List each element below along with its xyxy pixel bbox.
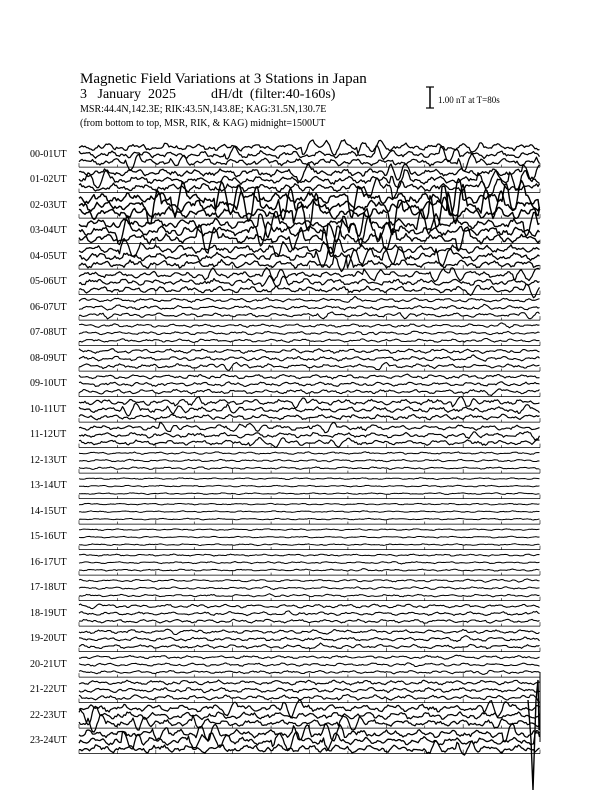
order-note: (from bottom to top, MSR, RIK, & KAG) midnight=1500UT (80, 118, 326, 129)
stations-label: MSR:44.4N,142.3E; RIK:43.5N,143.8E; KAG:31.5N,130.7E (80, 104, 327, 115)
hour-label: 19-20UT (30, 633, 67, 645)
hour-label: 16-17UT (30, 556, 67, 568)
trace-kag (79, 323, 540, 328)
trace-kag (79, 680, 540, 685)
trace-rik (79, 663, 540, 667)
trace-msr (79, 643, 540, 649)
scale-label: 1.00 nT at T=80s (438, 95, 500, 105)
trace-kag (79, 529, 540, 531)
hour-label: 15-16UT (30, 531, 67, 543)
trace-msr (79, 493, 540, 495)
trace-kag (79, 478, 540, 480)
chart-title: Magnetic Field Variations at 3 Stations in Japan (80, 71, 367, 87)
trace-rik (79, 355, 540, 361)
hour-label: 22-23UT (30, 709, 67, 721)
hour-label: 18-19UT (30, 607, 67, 619)
trace-kag (79, 397, 540, 408)
hour-label: 20-21UT (30, 658, 67, 670)
trace-rik (79, 485, 540, 487)
trace-rik (79, 304, 540, 310)
trace-rik (79, 536, 540, 538)
trace-kag (79, 629, 540, 634)
trace-rik (79, 688, 540, 693)
trace-kag (79, 268, 540, 282)
hour-label: 08-09UT (30, 352, 67, 364)
hour-label: 01-02UT (30, 174, 67, 186)
trace-msr (79, 569, 540, 572)
hour-label: 14-15UT (30, 505, 67, 517)
trace-rik (79, 382, 540, 387)
hour-label: 06-07UT (30, 301, 67, 313)
hour-label: 05-06UT (30, 276, 67, 288)
trace-rik (79, 636, 540, 642)
quantity-label: dH/dt (filter:40-160s) (211, 87, 336, 102)
trace-kag (79, 296, 540, 302)
trace-kag (79, 655, 540, 659)
trace-rik (79, 276, 540, 287)
trace-kag (79, 374, 540, 379)
trace-rik (79, 331, 540, 335)
hour-label: 03-04UT (30, 225, 67, 237)
hour-label: 13-14UT (30, 480, 67, 492)
hour-label: 11-12UT (30, 429, 67, 441)
hour-label: 21-22UT (30, 684, 67, 696)
hour-label: 17-18UT (30, 582, 67, 594)
trace-msr (79, 594, 540, 597)
trace-msr (79, 467, 540, 470)
trace-msr (79, 544, 540, 546)
hour-label: 09-10UT (30, 378, 67, 390)
trace-rik (79, 611, 540, 616)
hour-label: 23-24UT (30, 735, 67, 747)
trace-kag (79, 579, 540, 582)
trace-kag (79, 503, 540, 505)
trace-rik (79, 432, 540, 441)
trace-rik (79, 459, 540, 461)
trace-kag (79, 349, 540, 354)
date-label: 3 January 2025 (80, 87, 177, 102)
trace-kag (79, 604, 540, 609)
hour-label: 04-05UT (30, 250, 67, 262)
trace-rik (79, 511, 540, 513)
hour-label: 07-08UT (30, 327, 67, 339)
trace-msr (79, 153, 540, 171)
trace-msr (79, 619, 540, 623)
hour-label: 10-11UT (30, 403, 67, 415)
trace-msr (79, 518, 540, 520)
trace-rik (79, 562, 540, 565)
trace-kag (79, 422, 540, 432)
hour-label: 02-03UT (30, 199, 67, 211)
hour-label: 12-13UT (30, 454, 67, 466)
trace-kag (79, 554, 540, 556)
trace-kag (79, 452, 540, 455)
hour-label: 00-01UT (30, 148, 67, 160)
trace-rik (79, 586, 540, 589)
